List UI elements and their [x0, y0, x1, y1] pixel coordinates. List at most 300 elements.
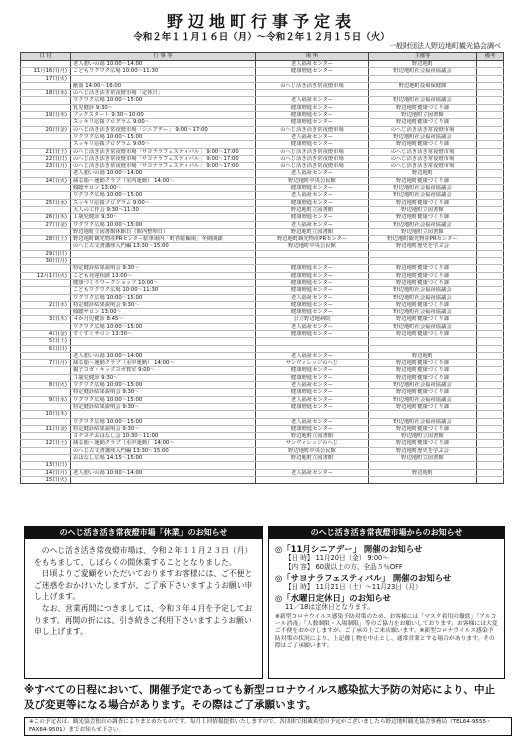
remarks-cell — [477, 287, 504, 294]
place-cell — [256, 338, 369, 345]
place-cell: サンヴィレッジのへじ — [256, 360, 369, 367]
table-row — [21, 243, 504, 250]
event-cell: のへじ活き活き常夜燈市場「サヨナラフェスティバル」 9:00～17:00 — [71, 163, 256, 170]
organizer-cell: 野辺地町社会福祉協議会 — [369, 418, 477, 425]
remarks-cell — [477, 272, 504, 279]
date-cell: 19日(木) — [21, 112, 71, 119]
event-cell: のへじ活き活き常夜燈市場「サヨナラフェスティバル」 9:00～17:00 — [71, 148, 256, 155]
schedule-table — [20, 52, 504, 484]
place-cell — [256, 462, 369, 469]
date-cell — [21, 265, 71, 272]
event-cell: のへじ活き活き常夜燈市場「シニアデー」 9:00～17:00 — [71, 126, 256, 133]
date-cell — [21, 228, 71, 235]
place-cell: 老人福祉センター — [256, 133, 369, 140]
remarks-cell — [477, 294, 504, 301]
date-cell: 9日(水) — [21, 396, 71, 403]
organizer-cell — [369, 90, 477, 97]
remarks-cell — [477, 352, 504, 359]
organizer-cell: 野辺地町健康づくり課 — [369, 104, 477, 111]
place-cell: 老人福祉センター — [256, 382, 369, 389]
event-cell: 特定健診結果説明会 9:30～ — [71, 389, 256, 396]
date-cell — [21, 61, 71, 68]
organizer-cell: 野辺地町健康づくり課 — [369, 360, 477, 367]
event-cell — [71, 338, 256, 345]
date-cell: 17日(火) — [21, 75, 71, 82]
organizer-cell — [369, 345, 477, 352]
table-row — [21, 82, 504, 89]
date-cell — [21, 133, 71, 140]
table-row — [21, 367, 504, 374]
place-cell: 老人福祉センター — [256, 221, 369, 228]
table-row — [21, 418, 504, 425]
organizer-cell: 野辺地町社会福祉協議会 — [369, 309, 477, 316]
place-cell: 健康増進センター — [256, 214, 369, 221]
date-cell — [21, 279, 71, 286]
organizer-cell: 野辺地町健康づくり課 — [369, 403, 477, 410]
table-row — [21, 192, 504, 199]
table-row — [21, 309, 504, 316]
date-cell: 18日(水) — [21, 90, 71, 97]
table-row — [21, 163, 504, 170]
organizer-cell — [369, 476, 477, 483]
date-cell — [21, 389, 71, 396]
table-header-row — [21, 53, 504, 61]
place-cell: のへじ活き活き常夜燈市場 — [256, 82, 369, 89]
event-cell — [71, 250, 256, 257]
organizer-cell — [369, 338, 477, 345]
news-item-detail: 11／18は定休日となります。 — [285, 603, 374, 611]
organizer-cell — [369, 411, 477, 418]
place-cell — [256, 411, 369, 418]
event-cell — [71, 258, 256, 265]
place-cell: 野辺地町立図書館 — [256, 433, 369, 440]
event-cell: のへじ古文書講座入門編 13:30～15:00 — [71, 447, 256, 454]
table-row — [21, 97, 504, 104]
remarks-cell — [477, 258, 504, 265]
event-cell: ワクワク広場 10:00～15:00 — [71, 418, 256, 425]
date-cell: 10日(木) — [21, 411, 71, 418]
remarks-cell — [477, 440, 504, 447]
table-row — [21, 199, 504, 206]
event-cell: 減る脂～運動クラブ（水中運動） 14:00～ — [71, 440, 256, 447]
remarks-cell — [477, 396, 504, 403]
organizer-cell: 野辺地町社会福祉協議会 — [369, 396, 477, 403]
place-cell: のへじ活き活き常夜燈市場 — [256, 148, 369, 155]
table-row — [21, 345, 504, 352]
organizer-cell: 野辺地町健康づくり課 — [369, 265, 477, 272]
table-row — [21, 389, 504, 396]
organizer-cell: 野辺地町社会福祉協議会 — [369, 221, 477, 228]
table-row — [21, 330, 504, 337]
remarks-cell — [477, 338, 504, 345]
date-cell — [21, 294, 71, 301]
remarks-cell — [477, 455, 504, 462]
event-cell — [71, 476, 256, 483]
remarks-cell — [477, 163, 504, 170]
organizer-cell: 野辺地町健康づくり課 — [369, 389, 477, 396]
event-cell: 減る脂～運動クラブ（室内運動） 14:00～ — [71, 177, 256, 184]
organizer-cell: 野辺地町歴史を学ぶ会 — [369, 243, 477, 250]
remarks-cell — [477, 301, 504, 308]
date-cell: 20日(金) — [21, 126, 71, 133]
closure-notice-box — [24, 526, 263, 679]
date-cell — [21, 119, 71, 126]
covid-warning: ※すべての日程において、開催予定であっても新型コロナウイルス感染拡大予防の対応により、中止及び変更等になる場合があります。その際はご了承願います。 — [24, 684, 496, 711]
place-cell: 健康増進センター — [256, 272, 369, 279]
event-cell: スッキリ応援プログラム 9:00～ — [71, 141, 256, 148]
place-cell: 野辺地町中央公民館 — [256, 447, 369, 454]
organizer-cell — [369, 462, 477, 469]
place-cell: のへじ活き活き常夜燈市場 — [256, 126, 369, 133]
table-row — [21, 119, 504, 126]
date-cell — [21, 309, 71, 316]
market-news-heading: のへじ活き活き常夜燈市場からのお知らせ — [269, 527, 504, 539]
table-row — [21, 236, 504, 243]
remarks-cell — [477, 228, 504, 235]
organizer-cell: のへじ活き活き常夜燈市場 — [369, 155, 477, 162]
table-row — [21, 287, 504, 294]
organizer-cell: のへじ活き活き常夜燈市場 — [369, 126, 477, 133]
closure-notice-heading: のへじ活き活き常夜燈市場「休業」のお知らせ — [25, 527, 262, 539]
place-cell: 健康増進センター — [256, 199, 369, 206]
event-cell — [71, 462, 256, 469]
event-cell: 健康づくりワークショップ 10:00～ — [71, 279, 256, 286]
date-cell — [21, 403, 71, 410]
remarks-cell — [477, 221, 504, 228]
date-cell: 26日(木) — [21, 214, 71, 221]
place-cell: 健康増進センター — [256, 265, 369, 272]
date-cell: 3日(木) — [21, 316, 71, 323]
organizer-cell: 野辺地町社会福祉協議会 — [369, 294, 477, 301]
event-cell: 傾聴サロン 13:00～ — [71, 185, 256, 192]
place-cell: 健康増進センター — [256, 104, 369, 111]
date-cell — [21, 192, 71, 199]
event-cell: 減る脂～運動クラブ（水中運動） 14:00～ — [71, 360, 256, 367]
event-cell: 傾聴サロン 13:00～ — [71, 309, 256, 316]
closure-paragraph: のへじ活き活き常夜燈市場は、令和２年１１月２３日（月）をもちまして、しばらくの間休業することとなりました。 — [34, 546, 253, 567]
organizer-cell: 野辺地町健康づくり課 — [369, 141, 477, 148]
place-cell — [256, 250, 369, 257]
table-row — [21, 61, 504, 68]
organizer-cell: 野辺地町社会福祉協議会 — [369, 382, 477, 389]
event-cell: ４か月児健診 8:45～ — [71, 316, 256, 323]
remarks-cell — [477, 104, 504, 111]
remarks-cell — [477, 374, 504, 381]
col-place-header: 場 所 — [256, 53, 369, 61]
event-cell: ワクワク広場 10:00～15:00 — [71, 133, 256, 140]
event-cell: ワクワク広場 10:00～15:00 — [71, 97, 256, 104]
place-cell: 健康増進センター — [256, 309, 369, 316]
remarks-cell — [477, 382, 504, 389]
event-cell: ３歳児健診 9:30～ — [71, 374, 256, 381]
organizer-cell: 野辺地町健康づくり課 — [369, 330, 477, 337]
organizer-cell: 野辺地町歴史を学ぶ会 — [369, 447, 477, 454]
date-cell: 11日(金) — [21, 425, 71, 432]
place-cell: 健康増進センター — [256, 141, 369, 148]
table-row — [21, 126, 504, 133]
table-row — [21, 265, 504, 272]
place-cell: 健康増進センター — [256, 287, 369, 294]
organizer-cell: 野辺地町立図書館 — [369, 455, 477, 462]
date-cell — [21, 447, 71, 454]
remarks-cell — [477, 170, 504, 177]
market-news-body — [269, 539, 504, 650]
table-row — [21, 221, 504, 228]
organizer-cell: 野辺地町社会福祉協議会 — [369, 185, 477, 192]
remarks-cell — [477, 141, 504, 148]
remarks-cell — [477, 214, 504, 221]
remarks-cell — [477, 462, 504, 469]
organizer-cell: 野辺地町健康づくり課 — [369, 374, 477, 381]
organizer-cell: 野辺地町社会福祉協議会 — [369, 133, 477, 140]
organizer-cell: 野辺地町社会福祉協議会 — [369, 287, 477, 294]
col-remarks-header: 備考 — [477, 53, 504, 61]
place-cell: 健康増進センター — [256, 330, 369, 337]
date-cell: 29日(日) — [21, 250, 71, 257]
table-row — [21, 469, 504, 476]
table-row — [21, 75, 504, 82]
place-cell: 健康増進センター — [256, 367, 369, 374]
event-cell: 特定健診結果説明会 9:30～ — [71, 403, 256, 410]
date-cell: 2日(水) — [21, 301, 71, 308]
date-range: 令和２年１１月１６日（月）～令和２年１２月１５日（火） — [133, 32, 390, 43]
remarks-cell — [477, 418, 504, 425]
news-item-detail: 【内 容】 60歳以上の方、全品５％OFF — [285, 563, 403, 571]
date-cell — [21, 367, 71, 374]
event-cell: こどもワクワク広場 10:00～11:30 — [71, 287, 256, 294]
organizer-cell: 野辺地町社会福祉協議会 — [369, 97, 477, 104]
event-cell: １歳児健診 9:30～ — [71, 214, 256, 221]
remarks-cell — [477, 345, 504, 352]
event-cell: ワクワク広場 10:00～15:00 — [71, 221, 256, 228]
table-row — [21, 177, 504, 184]
date-cell — [21, 352, 71, 359]
place-cell: 老人福祉センター — [256, 418, 369, 425]
footer-note: ※この予定表は、観光協会独自の調査によりまとめたものです。毎月１回情報提供いたしますので、各団体で掲載希望の予定がございましたら野辺地町観光協会事務局（TEL64-9555・FAX64-9501）までお知らせ下さい。 — [24, 717, 512, 736]
organizer-cell: のへじ活き活き常夜燈市場 — [369, 163, 477, 170]
date-cell: 11月16日(月) — [21, 68, 71, 75]
remarks-cell — [477, 61, 504, 68]
place-cell: 健康増進センター — [256, 185, 369, 192]
table-row — [21, 112, 504, 119]
remarks-cell — [477, 265, 504, 272]
place-cell: 老人福祉センター — [256, 323, 369, 330]
event-cell: 老人憩いの湯 10:00～14:00 — [71, 170, 256, 177]
remarks-cell — [477, 148, 504, 155]
place-cell: のへじ活き活き常夜燈市場 — [256, 155, 369, 162]
closure-paragraph: 日頃よりご愛顧をいただいておりますお客様には、ご不便とご迷惑をおかけいたしますが、ご了承下さいますようお願い申し上げます。 — [34, 569, 253, 602]
remarks-cell — [477, 433, 504, 440]
table-row — [21, 185, 504, 192]
remarks-cell — [477, 90, 504, 97]
remarks-cell — [477, 316, 504, 323]
table-row — [21, 476, 504, 483]
remarks-cell — [477, 199, 504, 206]
place-cell: 野辺地町立図書館 — [256, 455, 369, 462]
organizer-cell — [369, 75, 477, 82]
remarks-cell — [477, 82, 504, 89]
organizer-cell — [369, 250, 477, 257]
remarks-cell — [477, 126, 504, 133]
table-row — [21, 462, 504, 469]
organizer-cell: 野辺地町 — [369, 352, 477, 359]
place-cell: 公立野辺地病院 — [256, 316, 369, 323]
place-cell: のへじ活き活き常夜燈市場 — [256, 163, 369, 170]
table-row — [21, 301, 504, 308]
table-row — [21, 425, 504, 432]
date-cell — [21, 141, 71, 148]
organizer-cell: 野辺地町健康づくり課 — [369, 316, 477, 323]
event-cell: のへじ活き活き常夜燈市場「定休日」 — [71, 90, 256, 97]
table-row — [21, 323, 504, 330]
organizer-cell: 野辺地町健康づくり課 — [369, 279, 477, 286]
remarks-cell — [477, 476, 504, 483]
organizer-cell: 野辺地町健康づくり課 — [369, 119, 477, 126]
date-cell: 12月1日(火) — [21, 272, 71, 279]
event-cell: ワクワク広場 10:00～15:00 — [71, 323, 256, 330]
date-cell: 23日(月) — [21, 163, 71, 170]
place-cell: 老人福祉センター — [256, 97, 369, 104]
date-cell — [21, 455, 71, 462]
remarks-cell — [477, 206, 504, 213]
place-cell: 健康増進センター — [256, 112, 369, 119]
place-cell: 健康増進センター — [256, 403, 369, 410]
date-cell: 12日(土) — [21, 440, 71, 447]
remarks-cell — [477, 185, 504, 192]
remarks-cell — [477, 367, 504, 374]
event-cell: ワクワク広場 10:00～15:00 — [71, 294, 256, 301]
place-cell: 野辺地町観光物産PRセンター — [256, 236, 369, 243]
closure-notice-body — [25, 539, 262, 638]
place-cell: 健康増進センター — [256, 374, 369, 381]
date-cell: 30日(月) — [21, 258, 71, 265]
place-cell: 老人福祉センター — [256, 192, 369, 199]
place-cell — [256, 75, 369, 82]
organizer-cell: 野辺地町健康づくり課 — [369, 425, 477, 432]
date-cell — [21, 97, 71, 104]
table-row — [21, 170, 504, 177]
event-cell: 親子ヨガ・キッズヨガ教室 9:00～ — [71, 367, 256, 374]
organizer-cell: のへじ活き活き常夜燈市場 — [369, 148, 477, 155]
col-event-header: 行 事 等 — [71, 53, 256, 61]
event-cell: 乳児健診 9:30～ — [71, 104, 256, 111]
table-row — [21, 411, 504, 418]
remarks-cell — [477, 243, 504, 250]
table-row — [21, 447, 504, 454]
place-cell — [256, 476, 369, 483]
event-cell: おはなし広場 14:15～15:00 — [71, 455, 256, 462]
remarks-cell — [477, 119, 504, 126]
remarks-cell — [477, 112, 504, 119]
event-cell: 特定健診結果説明会 9:30～ — [71, 265, 256, 272]
remarks-cell — [477, 133, 504, 140]
event-cell: のへじ活き活き常夜燈市場「サヨナラフェスティバル」 9:00～17:00 — [71, 155, 256, 162]
date-cell — [21, 104, 71, 111]
place-cell: 野辺地町中央公民館 — [256, 177, 369, 184]
event-cell: ワクワク広場 10:00～15:00 — [71, 192, 256, 199]
organizer-cell: 野辺地町立図書館 — [369, 112, 477, 119]
remarks-cell — [477, 360, 504, 367]
date-cell — [21, 82, 71, 89]
place-cell: 健康増進センター — [256, 68, 369, 75]
event-cell: ワクワク広場 10:00～15:00 — [71, 382, 256, 389]
table-row — [21, 68, 504, 75]
remarks-cell — [477, 323, 504, 330]
table-row — [21, 294, 504, 301]
table-row — [21, 148, 504, 155]
remarks-cell — [477, 425, 504, 432]
date-cell: 24日(火) — [21, 177, 71, 184]
place-cell — [256, 258, 369, 265]
place-cell — [256, 90, 369, 97]
place-cell: 老人福祉センター — [256, 352, 369, 359]
event-cell — [71, 75, 256, 82]
place-cell: 健康増進センター — [256, 119, 369, 126]
remarks-cell — [477, 236, 504, 243]
table-row — [21, 272, 504, 279]
date-cell — [21, 287, 71, 294]
news-item-title: ◎「11月シニアデー」 開催のお知らせ — [275, 544, 423, 554]
place-cell: 健康増進センター — [256, 301, 369, 308]
organizer-cell: 野辺地町健康づくり課 — [369, 272, 477, 279]
table-row — [21, 455, 504, 462]
date-cell: 15日(火) — [21, 476, 71, 483]
table-row — [21, 440, 504, 447]
market-news-box — [268, 526, 505, 679]
remarks-cell — [477, 250, 504, 257]
col-date-header: 日 付 — [21, 53, 71, 61]
remarks-cell — [477, 469, 504, 476]
remarks-cell — [477, 279, 504, 286]
source-note: 一般財団法人野辺地町観光協会調べ — [389, 42, 501, 50]
organizer-cell: 野辺地町健康づくり課 — [369, 367, 477, 374]
table-row — [21, 214, 504, 221]
event-cell — [71, 411, 256, 418]
date-cell — [21, 206, 71, 213]
remarks-cell — [477, 97, 504, 104]
date-cell — [21, 243, 71, 250]
date-cell: 6日(日) — [21, 345, 71, 352]
date-cell — [21, 433, 71, 440]
date-cell: 21日(土) — [21, 148, 71, 155]
news-note: ※新型コロナウイルス感染予防対策のため、お客様には「マスク着用の徹底」「アルコール消毒」「人数制限・入場制限」等のご協力をお願いしております。お客様には大変ご不便をおかけしますが、ご了承の上ご来店願います。※新型コロナウイルス感染予防対策の状況により、上記催し物を中止とし、通常営業とする場合があります。その際はご了承願います。 — [275, 614, 498, 649]
place-cell: 老人福祉センター — [256, 294, 369, 301]
organizer-cell: 野辺地町健康づくり課 — [369, 440, 477, 447]
event-cell: 献血 14:00～16:00 — [71, 82, 256, 89]
organizer-cell: 野辺地町健康づくり課 — [369, 177, 477, 184]
table-row — [21, 352, 504, 359]
date-cell: 7日(月) — [21, 360, 71, 367]
table-row — [21, 279, 504, 286]
remarks-cell — [477, 309, 504, 316]
date-cell — [21, 185, 71, 192]
remarks-cell — [477, 447, 504, 454]
table-row — [21, 206, 504, 213]
organizer-cell: 野辺地町立図書館 — [369, 206, 477, 213]
remarks-cell — [477, 192, 504, 199]
news-item-detail: 【日 時】 11月20日（金） 9:00～ — [285, 554, 389, 562]
date-cell: 14日(月) — [21, 469, 71, 476]
table-row — [21, 396, 504, 403]
event-cell: こどもワクワク広場 10:00～11:30 — [71, 68, 256, 75]
date-cell — [21, 170, 71, 177]
place-cell — [256, 345, 369, 352]
closure-paragraph: なお、営業再開につきましては、令和３年４月を予定しております。再開の折には、引き続きご利用下さいますようお願い申し上げます。 — [34, 603, 253, 637]
remarks-cell — [477, 330, 504, 337]
table-row — [21, 141, 504, 148]
date-cell: 27日(金) — [21, 221, 71, 228]
table-row — [21, 382, 504, 389]
